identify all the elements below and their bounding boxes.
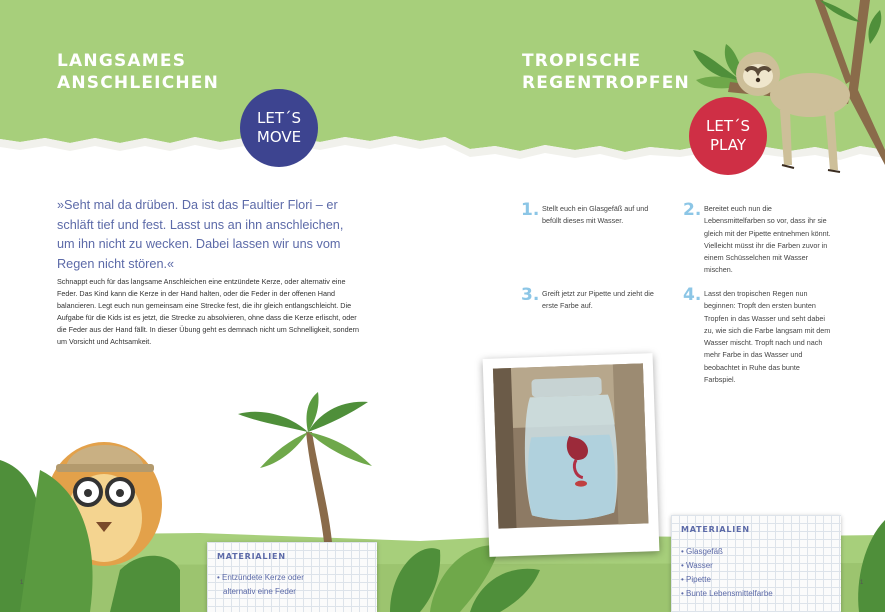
bottom-right-leaf-icon <box>845 520 885 612</box>
lion-explorer-illustration <box>0 430 180 612</box>
left-page-title <box>57 50 219 94</box>
materials-title: MATERIALIEN <box>217 552 286 561</box>
badge-line2: MOVE <box>256 128 302 146</box>
jar-photo-polaroid <box>483 353 660 557</box>
materials-title: MATERIALIEN <box>681 525 750 534</box>
step-4-text: Lasst den tropischen Regen nun beginnen: Tropft den ersten bunten Tropfen in das Wasser und seht dabei zu, wie sich die Farbe langsam mit dem Wasser mischt. Tropft nach und nach mehr Farbe in das Wasser und beobachtet in Ruhe das bunte Farbspiel. <box>704 289 831 385</box>
materials-item: • Entzündete Kerze oder <box>217 573 304 582</box>
right-page-number: 1 <box>860 580 864 586</box>
instructions-paragraph: Schnappt euch für das langsame Anschleichen eine entzündete Kerze, oder alternativ eine Feder. Das Kind kann die Kerze in der Hand halten, oder die Feder in der offenen Hand balancieren. Legt euch nun gemeinsam eine Strecke fest, die ihr gleich entlangschleicht. Die Aufgabe für die Kids ist es jetzt, die Strecke zu absolvieren, ohne dass die Kerze erlischt, oder die Feder aus der Hand fällt. In dieser Übung geht es demnach nicht um Schnelligkeit, sondern um Vorsicht und Achtsamkeit. <box>57 277 360 346</box>
step-3-number: 3. <box>521 285 540 305</box>
right-materials-card <box>671 515 841 612</box>
jar-with-color-drop-photo <box>493 363 648 528</box>
left-title-line1: LANGSAMES <box>57 51 187 71</box>
right-page-title <box>522 50 690 94</box>
left-title-line2: ANSCHLEICHEN <box>57 73 220 93</box>
palm-tree-illustration <box>238 392 378 542</box>
step-2-text: Bereitet euch nun die Lebensmittelfarben so vor, dass ihr sie gleich mit der Pipette entnehmen könnt. Vielleicht müsst ihr die Farben zuvor in einem Schüsselchen mit Wasser mischen. <box>704 204 831 275</box>
lets-move-badge <box>240 89 318 167</box>
badge-line1: LET´S <box>705 117 751 135</box>
step-4-number: 4. <box>683 285 702 305</box>
badge-line1: LET´S <box>256 109 302 127</box>
left-page-number: 1 <box>20 580 24 586</box>
intro-quote: »Seht mal da drüben. Da ist das Faultier Flori – er schläft tief und fest. Lasst uns an ihn anschleichen, um ihn nicht zu wecken. Dabei lassen wir uns vom Regen nicht stören.« <box>57 198 344 271</box>
right-title-line2: REGENTROPFEN <box>522 73 690 93</box>
materials-item: • Pipette <box>681 575 711 584</box>
step-3-text: Greift jetzt zur Pipette und zieht die erste Farbe auf. <box>542 289 654 311</box>
right-title-line1: TROPISCHE <box>522 51 642 71</box>
sloth-on-branch-illustration <box>720 0 885 180</box>
step-1-number: 1. <box>521 200 540 220</box>
step-1-text: Stellt euch ein Glasgefäß auf und befüllt dieses mit Wasser. <box>542 204 649 226</box>
materials-item: • Glasgefäß <box>681 547 723 556</box>
left-materials-card <box>207 542 377 612</box>
materials-item: • Wasser <box>681 561 713 570</box>
materials-item: • Bunte Lebensmittelfarbe <box>681 589 773 598</box>
badge-line2: PLAY <box>709 136 746 154</box>
materials-item: alternativ eine Feder <box>223 587 296 596</box>
step-2-number: 2. <box>683 200 702 220</box>
